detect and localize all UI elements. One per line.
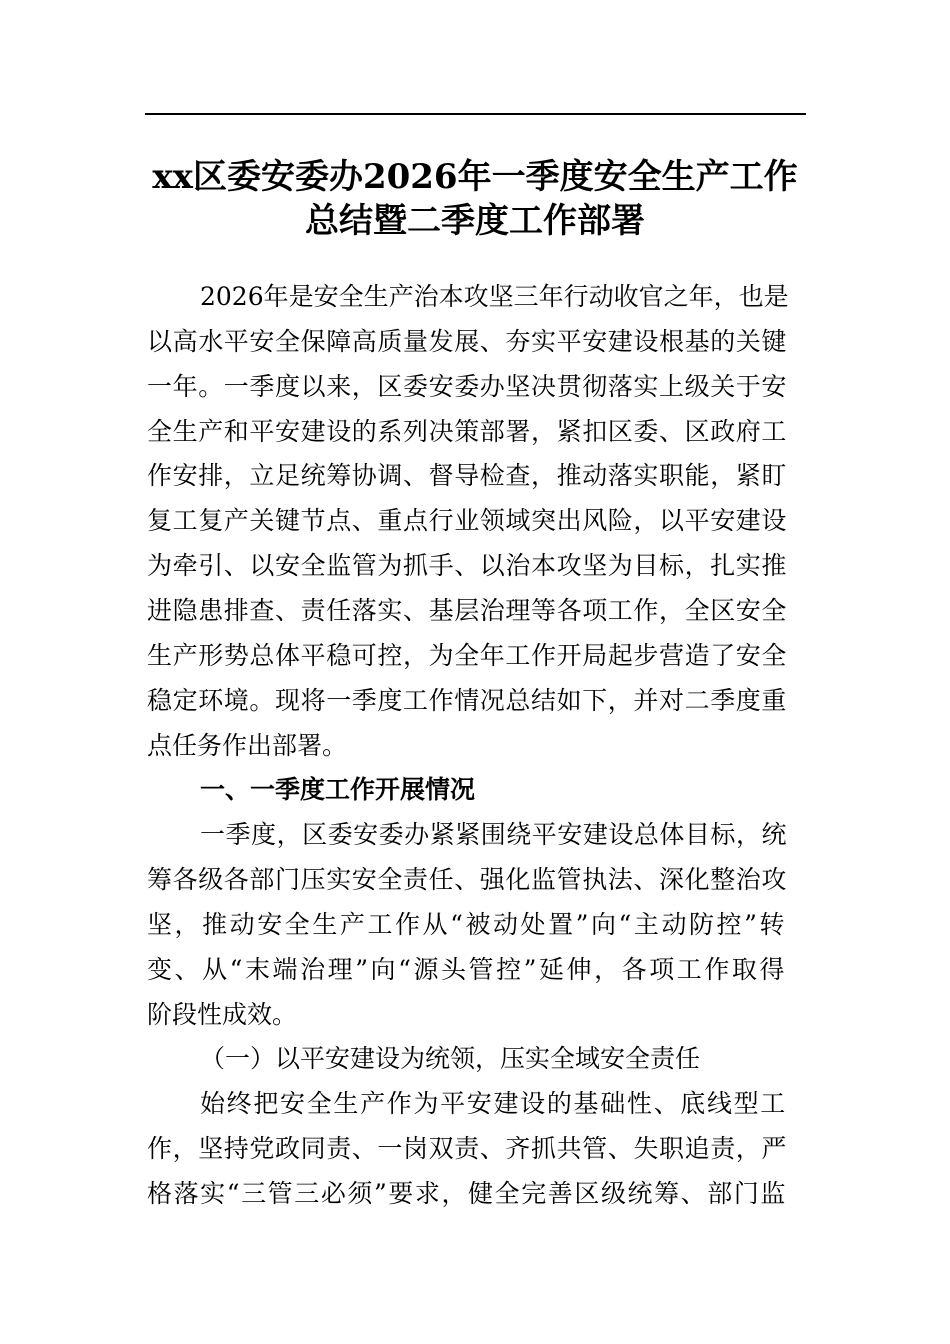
paragraph-line: 全生产和平安建设的系列决策部署，紧扣区委、区政府工 xyxy=(147,416,787,446)
paragraph-line: 以高水平安全保障高质量发展、夯实平安建设根基的关键 xyxy=(147,326,787,356)
section-heading: 一、一季度工作开展情况 xyxy=(200,775,476,805)
section-heading: （一）以平安建设为统领，压实全域安全责任 xyxy=(200,1044,701,1074)
paragraph-line: 稳定环境。现将一季度工作情况总结如下，并对二季度重 xyxy=(147,685,787,715)
paragraph-line: 点任务作出部署。 xyxy=(147,730,348,760)
document-title-line-1: xx区委安委办2026年一季度安全生产工作 xyxy=(152,157,798,197)
paragraph-line: 2026年是安全生产治本攻坚三年行动收官之年，也是 xyxy=(200,282,789,311)
paragraph-line: 生产形势总体平稳可控，为全年工作开局起步营造了安全 xyxy=(147,640,787,670)
paragraph-line: 始终把安全生产作为平安建设的基础性、底线型工 xyxy=(200,1089,787,1119)
paragraph-line: 阶段性成效。 xyxy=(147,999,298,1029)
paragraph-line: 作安排，立足统筹协调、督导检查，推动落实职能，紧盯 xyxy=(147,461,787,491)
paragraph-line: 一年。一季度以来，区委安委办坚决贯彻落实上级关于安 xyxy=(147,371,787,401)
paragraph-line: 坚，推动安全生产工作从“被动处置”向“主动防控”转 xyxy=(147,909,787,939)
paragraph-line: 进隐患排查、责任落实、基层治理等各项工作，全区安全 xyxy=(147,595,787,625)
paragraph-line: 为牵引、以安全监管为抓手、以治本攻坚为目标，扎实推 xyxy=(147,551,787,581)
paragraph-line: 变、从“末端治理”向“源头管控”延伸，各项工作取得 xyxy=(147,954,787,984)
paragraph-line: 一季度，区委安委办紧紧围绕平安建设总体目标，统 xyxy=(200,820,787,850)
document-title-line-2: 总结暨二季度工作部署 xyxy=(305,201,645,241)
paragraph-line: 格落实“三管三必须”要求，健全完善区级统筹、部门监 xyxy=(147,1179,787,1208)
header-rule xyxy=(145,113,806,115)
paragraph-line: 作，坚持党政同责、一岗双责、齐抓共管、失职追责，严 xyxy=(147,1134,787,1164)
paragraph-line: 筹各级各部门压实安全责任、强化监管执法、深化整治攻 xyxy=(147,865,787,895)
paragraph-line: 复工复产关键节点、重点行业领域突出风险，以平安建设 xyxy=(147,506,787,536)
